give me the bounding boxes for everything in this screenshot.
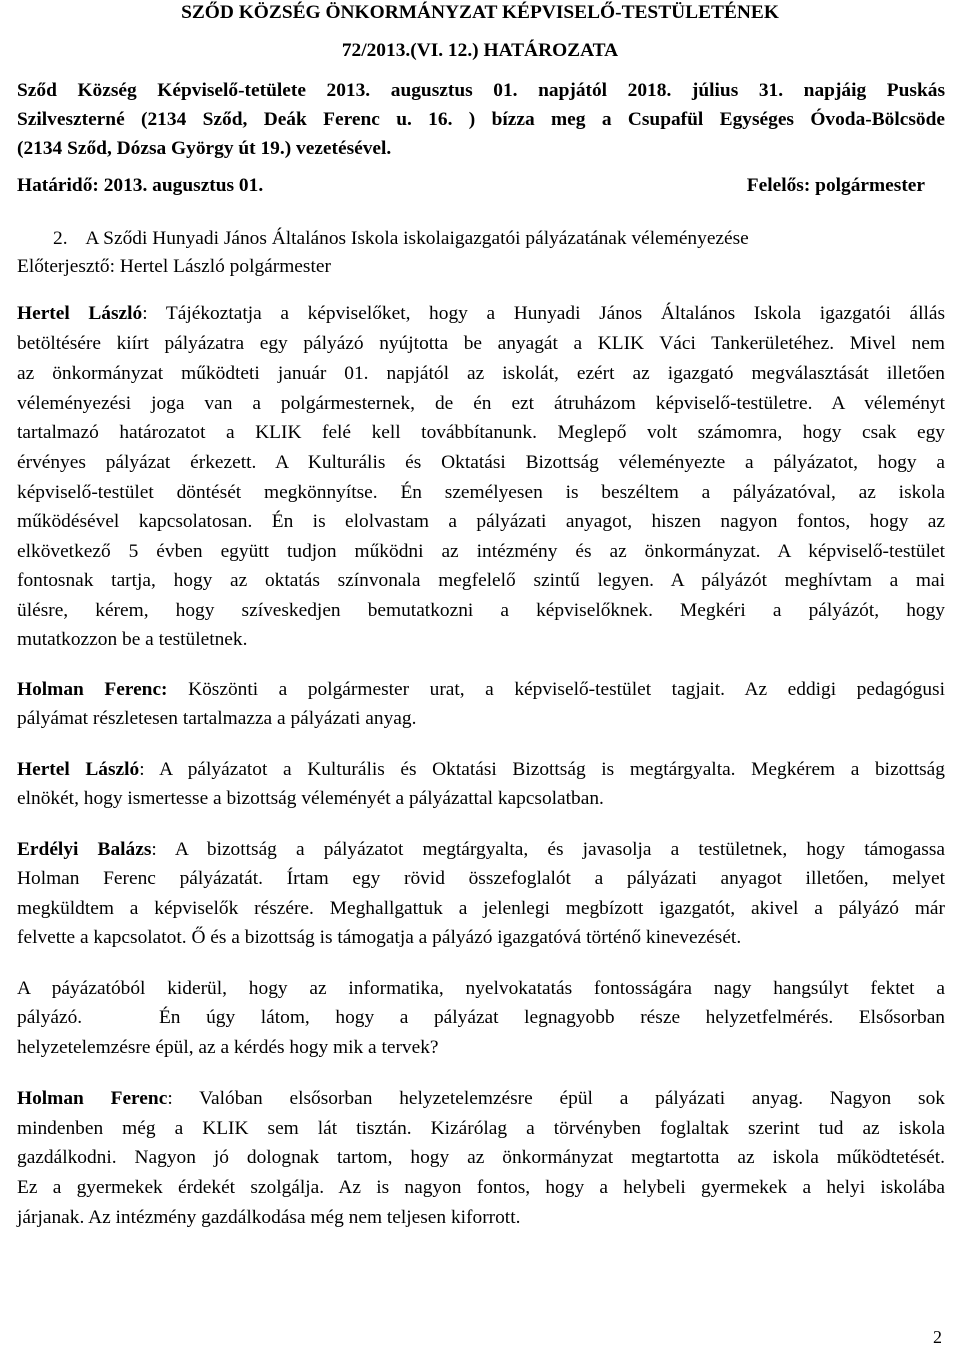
paragraph-line: betöltésére kiírt pályázatra egy pályázó nyújtotta be anyagát a KLIK Váci Tankerületéhez. Mivel nem: [17, 333, 945, 354]
deadline: Határidő: 2013. augusztus 01.: [17, 175, 264, 196]
paragraph-line: Holman Ferenc: Köszönti a polgármester urat, a képviselő-testület tagjait. Az eddigi pedagógusi: [17, 679, 945, 700]
paragraph-line: az önkormányzat működteti január 01. napjától az iskolát, ezért az igazgató megválasztását illetően: [17, 363, 945, 384]
paragraph-line: járjanak. Az intézmény gazdálkodása még nem teljesen kiforrott.: [17, 1207, 521, 1228]
agenda-item: [53, 227, 901, 251]
paragraph-line: gazdálkodni. Nagyon jó dolognak tartom, hogy az önkormányzat megtartotta az iskola működtetését.: [17, 1147, 945, 1168]
paragraph-line: Hertel László: Tájékoztatja a képviselőket, hogy a Hunyadi János Általános Iskola igazgatói állás: [17, 303, 945, 324]
paragraph-line: elnökét, hogy ismertesse a bizottság véleményét a pályázattal kapcsolatban.: [17, 788, 604, 809]
agenda-presenter: Előterjesztő: Hertel László polgármester: [17, 256, 331, 277]
paragraph-line: működésével kapcsolatosan. Én is elolvastam a pályázati anyagot, hiszen nagyon fontos, hogy az: [17, 511, 945, 532]
paragraph-line: tartalmazó határozatot a KLIK felé kell továbbítanunk. Meglepő volt számomra, hogy csak egy: [17, 422, 945, 443]
paragraph-line: Erdélyi Balázs: A bizottság a pályázatot megtárgyalta, és javasolja a testületnek, hogy támogassa: [17, 839, 945, 860]
paragraph-line: pályázó. Én úgy látom, hogy a pályázat legnagyobb része helyzetfelmérés. Elsősorban: [17, 1007, 945, 1028]
paragraph-line: A páyázatóból kiderül, hogy az informatika, nyelvokatatás fontosságára nagy hangsúlyt fektet a: [17, 978, 945, 999]
agenda-title: A Sződi Hunyadi János Általános Iskola iskolaigazgatói pályázatának véleményezése: [85, 228, 749, 249]
paragraph-line: megküldtem a képviselők részére. Meghallgattuk a jelenlegi megbízott igazgatót, akivel a pályázó már: [17, 898, 945, 919]
speaker-name: Hertel László: [17, 759, 140, 780]
paragraph-line: Holman Ferenc: Valóban elsősorban helyzetelemzésre épül a pályázati anyag. Nagyon sok: [17, 1088, 945, 1109]
paragraph-line: mutatkozzon be a testületnek.: [17, 629, 248, 650]
resolution-line: (2134 Sződ, Dózsa György út 19.) vezetésével.: [17, 138, 392, 159]
paragraph-line: érvényes pályázat érkezett. A Kulturális és Oktatási Bizottság véleményezte a pályázatot, hogy a: [17, 452, 945, 473]
paragraph-line: véleményezési joga van a polgármesternek, de én ezt átruházom képviselő-testületre. A véleményt: [17, 393, 945, 414]
deadline-row: [17, 174, 945, 198]
responsible: Felelős: polgármester: [746, 175, 925, 196]
paragraph-line: mindenben még a KLIK sem lát tisztán. Kizárólag a törvényben foglaltak szerint tud az iskola: [17, 1118, 945, 1139]
resolution-line: Sződ Község Képviselő-tetülete 2013. augusztus 01. napjától 2018. július 31. napjáig Puskás: [17, 80, 945, 101]
speaker-name: Holman Ferenc:: [17, 679, 168, 700]
paragraph-line: Ez a gyermekek érdekét szolgálja. Az is nagyon fontos, hogy a helybeli gyermekek a helyi iskolába: [17, 1177, 945, 1198]
paragraph-line: helyzetelemzésre épül, az a kérdés hogy mik a tervek?: [17, 1037, 439, 1058]
paragraph-line: felvette a kapcsolatot. Ő és a bizottság is támogatja a pályázó igazgatóvá történő kinevezését.: [17, 927, 742, 948]
agenda-number: 2.: [53, 228, 68, 249]
paragraph-line: ülésre, kérem, hogy szíveskedjen bemutatkozni a képviselőknek. Megkéri a pályázót, hogy: [17, 600, 945, 621]
resolution-line: Szilveszterné (2134 Sződ, Deák Ferenc u. 16. ) bízza meg a Csupafül Egységes Óvoda-Bölcsöde: [17, 109, 945, 130]
paragraph-line: pályámat részletesen tartalmazza a pályázati anyag.: [17, 708, 417, 729]
paragraph-line: Hertel László: A pályázatot a Kulturális és Oktatási Bizottság is megtárgyalta. Megkérem a bizottság: [17, 759, 945, 780]
paragraph-line: Holman Ferenc pályázatát. Írtam egy rövid összefoglalót a pályázati anyagot illetően, melyet: [17, 868, 945, 889]
paragraph-line: képviselő-testület döntését megkönnyítse. Én személyesen is beszéltem a pályázatóval, az iskola: [17, 482, 945, 503]
page-number: 2: [933, 1327, 942, 1347]
paragraph-line: elkövetkező 5 évben együtt tudjon működni az intézmény és az önkormányzat. A képviselő-testület: [17, 541, 945, 562]
speaker-name: Hertel László: [17, 303, 143, 324]
resolution-number: 72/2013.(VI. 12.) HATÁROZATA: [341, 40, 619, 61]
speaker-name: Erdélyi Balázs: [17, 839, 152, 860]
speaker-name: Holman Ferenc: [17, 1088, 168, 1109]
paragraph-line: fontosnak tartja, hogy az oktatás színvonala megfelelő szintű legyen. A pályázót meghívtam a mai: [17, 570, 945, 591]
council-title: SZŐD KÖZSÉG ÖNKORMÁNYZAT KÉPVISELŐ-TESTÜLETÉNEK: [181, 2, 779, 23]
